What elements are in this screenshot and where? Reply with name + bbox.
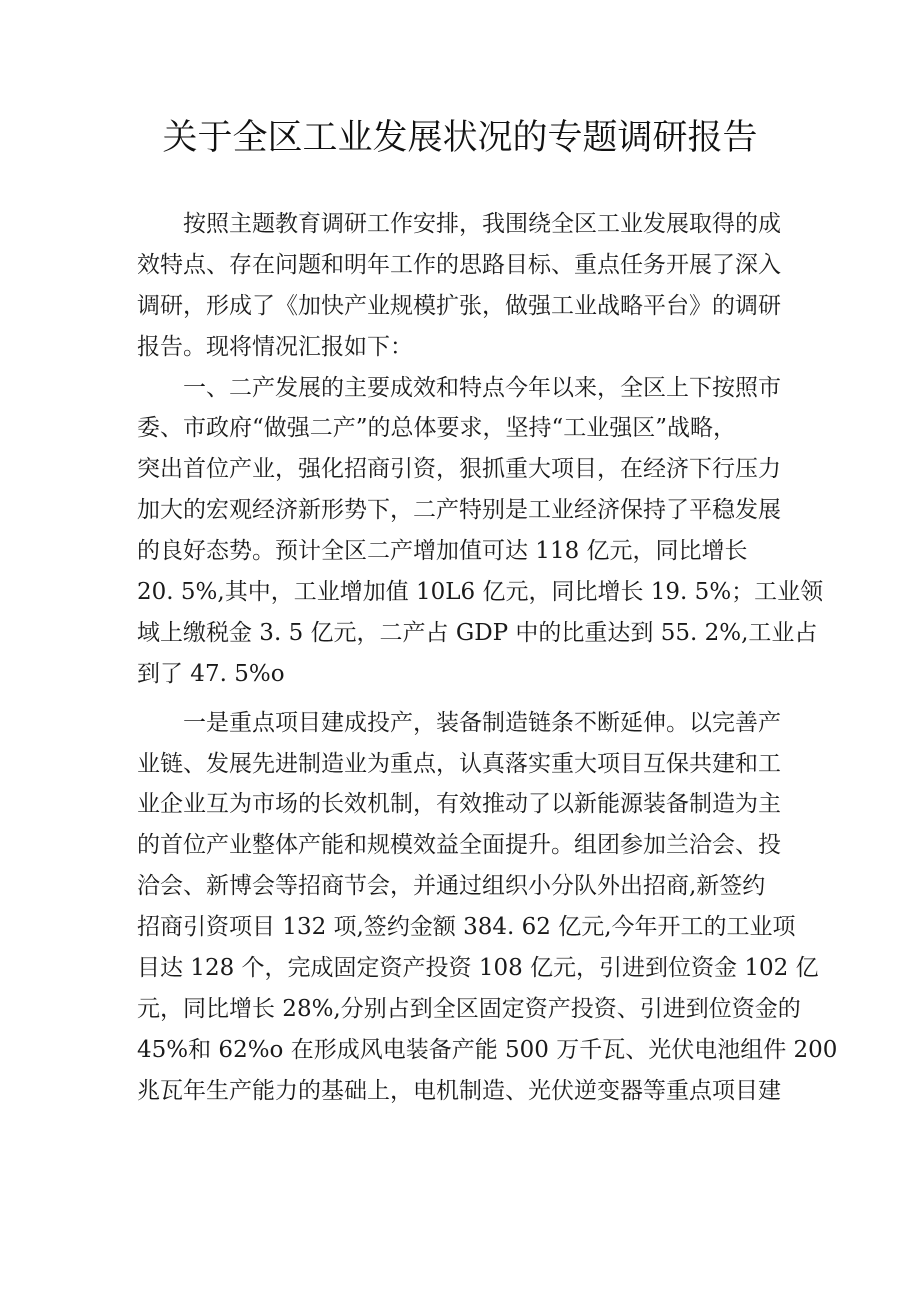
paragraph-line: 调研，形成了《加快产业规模扩张，做强工业战略平台》的调研 — [137, 292, 781, 319]
paragraph-line: 按照主题教育调研工作安排，我围绕全区工业发展取得的成 — [183, 211, 781, 237]
paragraph-section-one — [137, 368, 824, 695]
paragraph-line: 业链、发展先进制造业为重点，认真落实重大项目互保共建和工 — [137, 750, 781, 777]
paragraph-intro — [137, 204, 787, 368]
paragraph-line: 域上缴税金 3. 5 亿元，二产占 GDP 中的比重达到 55. 2%,工业占 — [137, 619, 818, 646]
paragraph-line: 到了 47. 5%o — [137, 660, 285, 687]
paragraph-spacer — [137, 695, 787, 703]
paragraph-line: 突出首位产业，强化招商引资，狠抓重大项目，在经济下行压力 — [137, 456, 781, 483]
paragraph-line: 45%和 62%o 在形成风电装备产能 500 万千瓦、光伏电池组件 200 — [137, 1036, 838, 1063]
paragraph-line: 洽会、新博会等招商节会，并通过组织小分队外出招商,新签约 — [137, 873, 766, 900]
paragraph-line: 业企业互为市场的长效机制，有效推动了以新能源装备制造为主 — [137, 791, 781, 818]
document-title: 关于全区工业发展状况的专题调研报告 — [162, 118, 758, 158]
paragraph-line: 一、二产发展的主要成效和特点今年以来，全区上下按照市 — [183, 374, 781, 401]
paragraph-key-projects — [137, 703, 838, 1112]
document-body — [137, 204, 838, 1112]
paragraph-line: 加大的宏观经济新形势下，二产特别是工业经济保持了平稳发展 — [137, 497, 781, 524]
paragraph-line: 兆瓦年生产能力的基础上，电机制造、光伏逆变器等重点项目建 — [137, 1077, 781, 1104]
paragraph-line: 一是重点项目建成投产，装备制造链条不断延伸。以完善产 — [183, 709, 781, 736]
paragraph-line: 20. 5%,其中，工业增加值 10L6 亿元，同比增长 19. 5%；工业领 — [137, 579, 824, 606]
paragraph-line: 招商引资项目 132 项,签约金额 384. 62 亿元,今年开工的工业项 — [137, 914, 796, 941]
paragraph-line: 效特点、存在问题和明年工作的思路目标、重点任务开展了深入 — [137, 251, 781, 278]
paragraph-line: 的良好态势。预计全区二产增加值可达 118 亿元，同比增长 — [137, 538, 748, 565]
paragraph-line: 委、市政府“做强二产”的总体要求，坚持“工业强区”战略， — [137, 415, 737, 442]
paragraph-line: 元，同比增长 28%,分别占到全区固定资产投资、引进到位资金的 — [137, 995, 801, 1022]
paragraph-line: 报告。现将情况汇报如下： — [137, 333, 413, 360]
paragraph-line: 目达 128 个，完成固定资产投资 108 亿元，引进到位资金 102 亿 — [137, 955, 819, 982]
paragraph-line: 的首位产业整体产能和规模效益全面提升。组团参加兰洽会、投 — [137, 832, 781, 859]
